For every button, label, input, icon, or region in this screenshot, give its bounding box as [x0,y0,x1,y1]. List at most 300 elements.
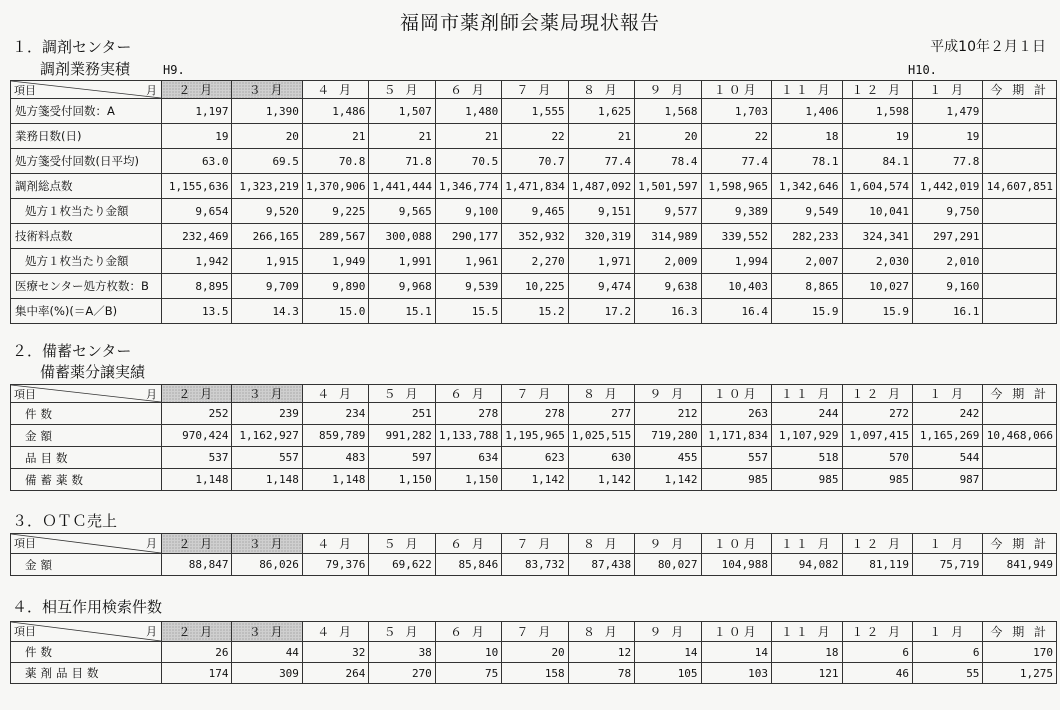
value-cell: 2,270 [502,249,568,274]
month-header: ２ 月 [162,622,232,642]
value-cell: 15.2 [502,299,568,324]
value-cell: 9,160 [912,274,982,299]
value-cell: 10 [435,642,501,663]
value-cell: 77.4 [568,149,634,174]
month-header: ７ 月 [502,385,568,403]
value-cell: 85,846 [435,554,501,576]
total-cell: 1,275 [983,663,1057,684]
value-cell: 264 [302,663,368,684]
value-cell: 557 [701,447,771,469]
table-row [11,299,1057,324]
value-cell: 70.5 [435,149,501,174]
value-cell: 719,280 [635,425,701,447]
table-row [11,403,1057,425]
value-cell: 1,370,906 [302,174,368,199]
table-row [11,642,1057,663]
row-label: 件数 [11,642,162,663]
value-cell: 1,598 [842,99,912,124]
value-cell: 75,719 [912,554,982,576]
value-cell: 1,942 [162,249,232,274]
value-cell: 985 [701,469,771,491]
value-cell: 104,988 [701,554,771,576]
value-cell: 1,162,927 [232,425,302,447]
value-cell: 1,994 [701,249,771,274]
value-cell: 1,480 [435,99,501,124]
month-header: ９ 月 [635,622,701,642]
value-cell: 2,009 [635,249,701,274]
value-cell: 1,171,834 [701,425,771,447]
year-start-label: H9. [163,63,185,77]
value-cell: 20 [502,642,568,663]
month-header: ４ 月 [302,622,368,642]
section-3-heading: ３．ＯＴＣ売上 [12,512,118,530]
value-cell: 26 [162,642,232,663]
value-cell: 21 [435,124,501,149]
dispensing-table [10,80,1057,324]
year-end-label: H10. [908,63,937,77]
month-header: ６ 月 [435,622,501,642]
value-cell: 14.3 [232,299,302,324]
corner-header [11,81,162,99]
value-cell: 985 [772,469,842,491]
total-cell [983,403,1057,425]
value-cell: 77.8 [912,149,982,174]
month-header: １ 月 [912,534,982,554]
month-header: ３ 月 [232,622,302,642]
month-header: １１ 月 [772,81,842,99]
value-cell: 103 [701,663,771,684]
value-cell: 17.2 [568,299,634,324]
section-1-heading: １．調剤センター [12,38,132,56]
value-cell: 234 [302,403,368,425]
value-cell: 70.8 [302,149,368,174]
month-header: １１ 月 [772,534,842,554]
value-cell: 1,568 [635,99,701,124]
month-header: １２ 月 [842,534,912,554]
value-cell: 1,915 [232,249,302,274]
month-header: ９ 月 [635,81,701,99]
value-cell: 10,027 [842,274,912,299]
row-label: 処方１枚当たり金額 [11,249,162,274]
value-cell: 18 [772,124,842,149]
value-cell: 324,341 [842,224,912,249]
row-label: 薬剤品目数 [11,663,162,684]
section-4-heading: ４．相互作用検索件数 [12,598,163,616]
month-header: ４ 月 [302,385,368,403]
value-cell: 1,625 [568,99,634,124]
value-cell: 1,703 [701,99,771,124]
month-header: ８ 月 [568,81,634,99]
table-row [11,174,1057,199]
corner-item-label: 項目 [14,84,36,97]
corner-item-label: 項目 [14,388,36,401]
month-header: １２ 月 [842,81,912,99]
total-cell [983,447,1057,469]
value-cell: 2,010 [912,249,982,274]
value-cell: 300,088 [369,224,435,249]
total-cell [983,224,1057,249]
value-cell: 2,007 [772,249,842,274]
month-header: ６ 月 [435,534,501,554]
month-header: ８ 月 [568,622,634,642]
value-cell: 1,441,444 [369,174,435,199]
value-cell: 75 [435,663,501,684]
value-cell: 272 [842,403,912,425]
value-cell: 537 [162,447,232,469]
corner-item-label: 項目 [14,537,36,550]
value-cell: 77.4 [701,149,771,174]
month-header: １ 月 [912,81,982,99]
value-cell: 289,567 [302,224,368,249]
value-cell: 270 [369,663,435,684]
value-cell: 86,026 [232,554,302,576]
corner-item-label: 項目 [14,625,36,638]
value-cell: 94,082 [772,554,842,576]
value-cell: 9,389 [701,199,771,224]
value-cell: 105 [635,663,701,684]
value-cell: 55 [912,663,982,684]
corner-month-label: 月 [146,388,157,401]
table-row [11,149,1057,174]
value-cell: 9,465 [502,199,568,224]
month-header: １０月 [701,534,771,554]
month-header: ３ 月 [232,81,302,99]
value-cell: 10,225 [502,274,568,299]
value-cell: 14 [701,642,771,663]
value-cell: 9,638 [635,274,701,299]
corner-month-label: 月 [146,84,157,97]
value-cell: 244 [772,403,842,425]
header-row [11,81,1057,99]
value-cell: 1,346,774 [435,174,501,199]
total-cell: 170 [983,642,1057,663]
value-cell: 282,233 [772,224,842,249]
value-cell: 1,025,515 [568,425,634,447]
month-header: ７ 月 [502,81,568,99]
stockpile-table [10,384,1057,491]
value-cell: 1,471,834 [502,174,568,199]
value-cell: 1,155,636 [162,174,232,199]
value-cell: 70.7 [502,149,568,174]
value-cell: 987 [912,469,982,491]
header-row [11,622,1057,642]
interaction-search-table [10,621,1057,684]
month-header: ２ 月 [162,81,232,99]
value-cell: 9,890 [302,274,368,299]
value-cell: 1,150 [435,469,501,491]
row-label: 処方箋受付回数(日平均) [11,149,162,174]
value-cell: 212 [635,403,701,425]
value-cell: 22 [502,124,568,149]
table-row [11,425,1057,447]
value-cell: 623 [502,447,568,469]
month-header: ８ 月 [568,385,634,403]
value-cell: 20 [635,124,701,149]
total-cell [983,149,1057,174]
value-cell: 309 [232,663,302,684]
value-cell: 15.0 [302,299,368,324]
value-cell: 634 [435,447,501,469]
value-cell: 1,148 [302,469,368,491]
month-header: ５ 月 [369,622,435,642]
row-label: 処方箋受付回数：A [11,99,162,124]
month-header: ４ 月 [302,81,368,99]
value-cell: 10,041 [842,199,912,224]
total-header: 今 期 計 [983,534,1057,554]
row-label: 集中率(%)(＝A／B) [11,299,162,324]
value-cell: 9,474 [568,274,634,299]
value-cell: 22 [701,124,771,149]
value-cell: 81,119 [842,554,912,576]
total-cell: 10,468,066 [983,425,1057,447]
row-label: 件数 [11,403,162,425]
report-title: 福岡市薬剤師会薬局現状報告 [399,12,660,34]
month-header: ９ 月 [635,534,701,554]
value-cell: 1,486 [302,99,368,124]
value-cell: 21 [302,124,368,149]
table-row [11,663,1057,684]
value-cell: 278 [435,403,501,425]
section-1-subheading: 調剤業務実積 [40,60,131,78]
total-cell [983,249,1057,274]
total-cell [983,274,1057,299]
value-cell: 10,403 [701,274,771,299]
value-cell: 266,165 [232,224,302,249]
table-row [11,554,1057,576]
row-label: 品目数 [11,447,162,469]
month-header: ５ 月 [369,81,435,99]
month-header: １０月 [701,81,771,99]
value-cell: 12 [568,642,634,663]
value-cell: 8,895 [162,274,232,299]
month-header: ２ 月 [162,385,232,403]
value-cell: 232,469 [162,224,232,249]
month-header: ６ 月 [435,81,501,99]
month-header: ５ 月 [369,534,435,554]
value-cell: 9,520 [232,199,302,224]
value-cell: 339,552 [701,224,771,249]
value-cell: 44 [232,642,302,663]
value-cell: 1,971 [568,249,634,274]
value-cell: 9,549 [772,199,842,224]
value-cell: 314,989 [635,224,701,249]
section-2-subheading: 備蓄薬分譲実績 [40,363,146,381]
month-header: １ 月 [912,385,982,403]
row-label: 技術料点数 [11,224,162,249]
row-label: 医療センター処方枚数：B [11,274,162,299]
month-header: ３ 月 [232,534,302,554]
total-cell [983,299,1057,324]
month-header: ９ 月 [635,385,701,403]
value-cell: 297,291 [912,224,982,249]
value-cell: 21 [369,124,435,149]
value-cell: 239 [232,403,302,425]
value-cell: 9,151 [568,199,634,224]
value-cell: 88,847 [162,554,232,576]
value-cell: 69.5 [232,149,302,174]
value-cell: 1,604,574 [842,174,912,199]
row-label: 備蓄薬数 [11,469,162,491]
total-cell [983,199,1057,224]
value-cell: 1,342,646 [772,174,842,199]
value-cell: 859,789 [302,425,368,447]
value-cell: 518 [772,447,842,469]
value-cell: 9,654 [162,199,232,224]
table-row [11,469,1057,491]
value-cell: 630 [568,447,634,469]
value-cell: 19 [912,124,982,149]
value-cell: 9,709 [232,274,302,299]
value-cell: 19 [842,124,912,149]
value-cell: 1,148 [162,469,232,491]
value-cell: 174 [162,663,232,684]
value-cell: 251 [369,403,435,425]
value-cell: 1,142 [635,469,701,491]
value-cell: 1,961 [435,249,501,274]
month-header: ７ 月 [502,534,568,554]
total-header: 今 期 計 [983,385,1057,403]
month-header: ７ 月 [502,622,568,642]
value-cell: 263 [701,403,771,425]
value-cell: 46 [842,663,912,684]
value-cell: 78 [568,663,634,684]
value-cell: 15.9 [842,299,912,324]
value-cell: 84.1 [842,149,912,174]
value-cell: 6 [912,642,982,663]
value-cell: 9,577 [635,199,701,224]
month-header: ３ 月 [232,385,302,403]
table-row [11,124,1057,149]
value-cell: 455 [635,447,701,469]
value-cell: 1,501,597 [635,174,701,199]
value-cell: 71.8 [369,149,435,174]
value-cell: 1,197 [162,99,232,124]
month-header: ８ 月 [568,534,634,554]
value-cell: 9,100 [435,199,501,224]
value-cell: 63.0 [162,149,232,174]
value-cell: 16.4 [701,299,771,324]
total-cell [983,469,1057,491]
month-header: １２ 月 [842,622,912,642]
month-header: ５ 月 [369,385,435,403]
value-cell: 9,750 [912,199,982,224]
month-header: １１ 月 [772,622,842,642]
total-header: 今 期 計 [983,81,1057,99]
value-cell: 21 [568,124,634,149]
value-cell: 290,177 [435,224,501,249]
value-cell: 13.5 [162,299,232,324]
value-cell: 87,438 [568,554,634,576]
value-cell: 242 [912,403,982,425]
value-cell: 9,225 [302,199,368,224]
value-cell: 970,424 [162,425,232,447]
value-cell: 16.3 [635,299,701,324]
row-label: 調剤総点数 [11,174,162,199]
month-header: ６ 月 [435,385,501,403]
value-cell: 1,487,092 [568,174,634,199]
corner-header [11,534,162,554]
value-cell: 18 [772,642,842,663]
value-cell: 20 [232,124,302,149]
value-cell: 1,148 [232,469,302,491]
value-cell: 6 [842,642,912,663]
value-cell: 985 [842,469,912,491]
value-cell: 83,732 [502,554,568,576]
corner-month-label: 月 [146,537,157,550]
table-row [11,199,1057,224]
value-cell: 278 [502,403,568,425]
value-cell: 78.1 [772,149,842,174]
corner-header [11,385,162,403]
table-row [11,99,1057,124]
total-header: 今 期 計 [983,622,1057,642]
value-cell: 1,390 [232,99,302,124]
value-cell: 1,442,019 [912,174,982,199]
value-cell: 9,539 [435,274,501,299]
value-cell: 557 [232,447,302,469]
otc-sales-table [10,533,1057,576]
value-cell: 1,406 [772,99,842,124]
value-cell: 483 [302,447,368,469]
value-cell: 1,165,269 [912,425,982,447]
value-cell: 32 [302,642,368,663]
total-cell [983,99,1057,124]
value-cell: 1,097,415 [842,425,912,447]
value-cell: 991,282 [369,425,435,447]
value-cell: 19 [162,124,232,149]
value-cell: 252 [162,403,232,425]
month-header: ２ 月 [162,534,232,554]
value-cell: 14 [635,642,701,663]
value-cell: 2,030 [842,249,912,274]
value-cell: 277 [568,403,634,425]
corner-header [11,622,162,642]
value-cell: 9,565 [369,199,435,224]
value-cell: 121 [772,663,842,684]
row-label: 金額 [11,425,162,447]
value-cell: 1,507 [369,99,435,124]
value-cell: 320,319 [568,224,634,249]
value-cell: 15.1 [369,299,435,324]
month-header: １０月 [701,385,771,403]
value-cell: 1,133,788 [435,425,501,447]
value-cell: 1,142 [502,469,568,491]
value-cell: 9,968 [369,274,435,299]
month-header: １２ 月 [842,385,912,403]
value-cell: 158 [502,663,568,684]
total-cell [983,124,1057,149]
corner-month-label: 月 [146,625,157,638]
row-label: 業務日数(日) [11,124,162,149]
value-cell: 8,865 [772,274,842,299]
month-header: ４ 月 [302,534,368,554]
value-cell: 1,949 [302,249,368,274]
value-cell: 1,107,929 [772,425,842,447]
total-cell: 14,607,851 [983,174,1057,199]
value-cell: 15.5 [435,299,501,324]
value-cell: 597 [369,447,435,469]
table-row [11,224,1057,249]
value-cell: 69,622 [369,554,435,576]
report-date: 平成10年２月１日 [930,39,1046,55]
total-cell: 841,949 [983,554,1057,576]
value-cell: 80,027 [635,554,701,576]
value-cell: 1,598,965 [701,174,771,199]
month-header: １１ 月 [772,385,842,403]
value-cell: 79,376 [302,554,368,576]
value-cell: 16.1 [912,299,982,324]
value-cell: 15.9 [772,299,842,324]
